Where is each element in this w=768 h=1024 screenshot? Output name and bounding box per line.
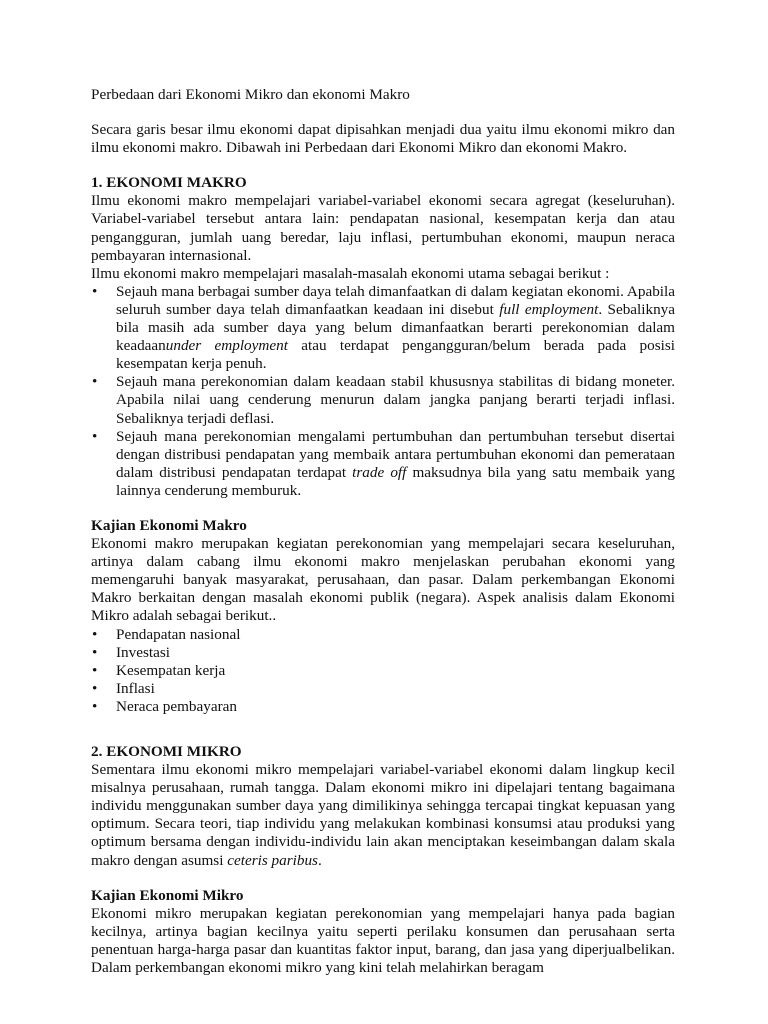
italic-term: under employment	[165, 337, 288, 355]
bullet-icon: •	[92, 679, 98, 697]
italic-term: ceteris paribus	[227, 851, 318, 869]
italic-term: full employment	[499, 300, 599, 318]
list-item	[91, 644, 675, 662]
item-text: Sejauh mana perekonomian mengalami pertumbuhan dan pertumbuhan tersebut disertai dengan distribusi pendapatan yang membaik antara pertumbuhan ekonomi dan pemerataan dalam distribusi pendapatan terdapat	[116, 427, 675, 481]
spacer	[91, 716, 675, 743]
bullet-icon: •	[92, 427, 98, 445]
makro-problem-list	[91, 283, 675, 500]
list-item	[91, 698, 675, 716]
bullet-icon: •	[92, 643, 98, 661]
list-item	[91, 626, 675, 644]
item-text: . Sebaliknya bila masih ada sumber daya yang belum dimanfaatkan berarti perekonomian dalam keadaan	[116, 300, 676, 355]
paragraph-text: .	[317, 851, 322, 869]
list-item	[91, 428, 675, 500]
document-title: Perbedaan dari Ekonomi Mikro dan ekonomi Makro	[91, 86, 410, 103]
section-heading-makro: 1. EKONOMI MAKRO	[91, 174, 247, 192]
kajian-makro-paragraph: Ekonomi makro merupakan kegiatan perekonomian yang mempelajari secara keseluruhan, artinya dalam cabang ilmu ekonomi makro menjelaskan perubahan ekonomi yang memengaruhi banyak masyarakat, perusahaan, dan pasar. Dalam perkembangan Ekonomi Makro berkaitan dengan masalah ekonomi publik (negara). Aspek analisis dalam Ekonomi Mikro adalah sebagai berikut..	[91, 535, 675, 625]
bullet-icon: •	[92, 373, 98, 391]
list-item	[91, 373, 675, 427]
item-text: Neraca pembayaran	[116, 697, 237, 715]
list-item	[91, 662, 675, 680]
item-text: Pendapatan nasional	[116, 625, 241, 643]
bullet-icon: •	[92, 625, 98, 643]
item-text: Investasi	[116, 643, 170, 661]
spacer	[91, 157, 675, 174]
item-text: Kesempatan kerja	[116, 661, 226, 679]
kajian-mikro-paragraph: Ekonomi mikro merupakan kegiatan perekonomian yang mempelajari hanya pada bagian kecilnya, artinya bagian kecilnya yaitu seperti perilaku konsumen dan perusahaan serta penentuan harga-harga pasar dan kuantitas faktor input, barang, dan jasa yang diperjualbelikan. Dalam perkembangan ekonomi mikro yang kini telah melahirkan beragam	[91, 904, 675, 977]
makro-paragraph-2: Ilmu ekonomi makro mempelajari masalah-masalah ekonomi utama sebagai berikut :	[91, 264, 610, 282]
item-text: atau terdapat pengangguran/belum berada pada posisi kesempatan kerja penuh.	[116, 337, 676, 373]
list-item	[91, 680, 675, 698]
kajian-makro-list	[91, 626, 675, 716]
item-text: Sejauh mana berbagai sumber daya telah dimanfaatkan di dalam kegiatan ekonomi. Apabila seluruh sumber daya telah dimanfaatkan keadaan ini disebut	[116, 282, 675, 318]
mikro-paragraph	[91, 761, 675, 870]
section-heading-kajian-mikro: Kajian Ekonomi Mikro	[91, 886, 244, 904]
bullet-icon: •	[92, 282, 98, 300]
intro-paragraph: Secara garis besar ilmu ekonomi dapat dipisahkan menjadi dua yaitu ilmu ekonomi mikro dan ilmu ekonomi makro. Dibawah ini Perbedaan dari Ekonomi Mikro dan ekonomi Makro.	[91, 121, 675, 157]
spacer	[91, 870, 675, 887]
italic-term: trade off	[352, 463, 407, 481]
section-heading-kajian-makro: Kajian Ekonomi Makro	[91, 516, 247, 534]
list-item	[91, 283, 675, 373]
spacer	[91, 500, 675, 517]
spacer	[91, 104, 675, 121]
item-text: Sejauh mana perekonomian dalam keadaan stabil khususnya stabilitas di bidang moneter. Apabila nilai uang cenderung menurun dalam jangka panjang berarti terjadi inflasi. Sebaliknya terjadi deflasi.	[116, 373, 675, 427]
document-body	[91, 86, 675, 977]
section-heading-mikro: 2. EKONOMI MIKRO	[91, 743, 242, 760]
paragraph-text: Sementara ilmu ekonomi mikro mempelajari variabel-variabel ekonomi dalam lingkup kecil misalnya perusahaan, rumah tangga. Dalam ekonomi mikro ini dipelajari tentang bagaimana individu menggunakan sumber daya yang dimilikinya sehingga tercapai tingkat kepuasan yang optimum. Secara teori, tiap individu yang melakukan kombinasi konsumsi atau produksi yang optimum bersama dengan individu-individu lain akan menciptakan keseimbangan dalam skala makro dengan asumsi	[91, 761, 675, 869]
bullet-icon: •	[92, 661, 98, 679]
makro-paragraph-1: Ilmu ekonomi makro mempelajari variabel-variabel ekonomi secara agregat (keseluruhan). Variabel-variabel tersebut antara lain: pendapatan nasional, kesempatan kerja dan atau pengangguran, jumlah uang beredar, laju inflasi, pertumbuhan ekonomi, maupun neraca pembayaran internasional.	[91, 192, 675, 264]
item-text: Inflasi	[116, 679, 155, 697]
item-text: maksudnya bila yang satu membaik yang lainnya cenderung memburuk.	[116, 463, 675, 499]
bullet-icon: •	[92, 697, 98, 715]
